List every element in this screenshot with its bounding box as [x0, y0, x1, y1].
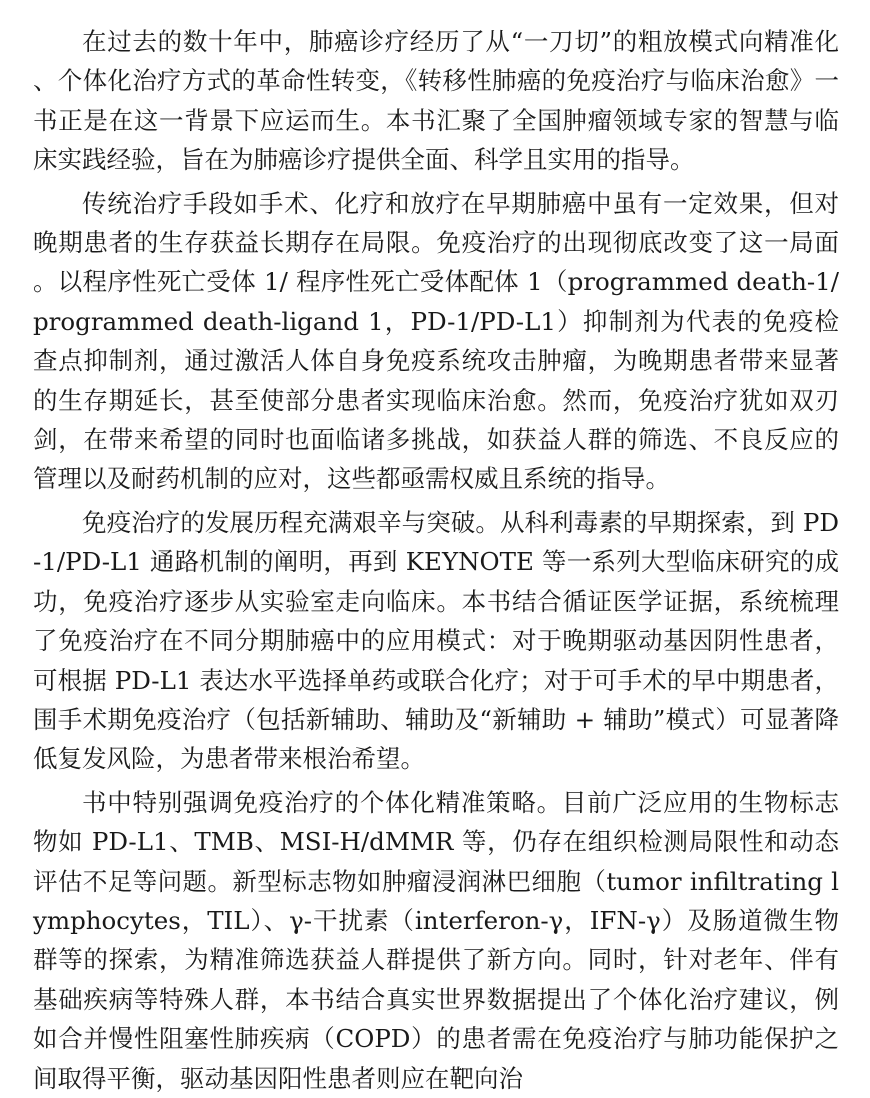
paragraph-1: 在过去的数十年中，肺癌诊疗经历了从“一刀切”的粗放模式向精准化、个体化治疗方式的革命性转变，《转移性肺癌的免疫治疗与临床治愈》一书正是在这一背景下应运而生。本书汇聚了全国肿瘤领域专家的智慧与临床实践经验，旨在为肺癌诊疗提供全面、科学且实用的指导。: [33, 27, 839, 175]
paragraph-4: 书中特别强调免疫治疗的个体化精准策略。目前广泛应用的生物标志物如 PD-L1、TMB、MSI-H/dMMR 等，仍存在组织检测局限性和动态评估不足等问题。新型标志物如肿瘤浸润淋巴细胞（tumor infiltrating lymphocytes，TIL）、γ-干扰素（interferon-γ，IFN-γ）及肠道微生物群等的探索，为精准筛选获益人群提供了新方向。同时，针对老年、伴有基础疾病等特殊人群，本书结合真实世界数据提出了个体化治疗建议，例如合并慢性阻塞性肺疾病（COPD）的患者需在免疫治疗与肺功能保护之间取得平衡，驱动基因阳性患者则应在靶向治: [33, 787, 839, 1093]
paragraph-2: 传统治疗手段如手术、化疗和放疗在早期肺癌中虽有一定效果，但对晚期患者的生存获益长期存在局限。免疫治疗的出现彻底改变了这一局面。以程序性死亡受体 1/ 程序性死亡受体配体 1（programmed death-1/programmed death-ligand 1，PD-1/PD-L1）抑制剂为代表的免疫检查点抑制剂，通过激活人体自身免疫系统攻击肿瘤，为晚期患者带来显著的生存期延长，甚至使部分患者实现临床治愈。然而，免疫治疗犹如双刃剑，在带来希望的同时也面临诸多挑战，如获益人群的筛选、不良反应的管理以及耐药机制的应对，这些都亟需权威且系统的指导。: [33, 188, 839, 494]
paragraph-3: 免疫治疗的发展历程充满艰辛与突破。从科利毒素的早期探索，到 PD-1/PD-L1 通路机制的阐明，再到 KEYNOTE 等一系列大型临床研究的成功，免疫治疗逐步从实验室走向临床。本书结合循证医学证据，系统梳理了免疫治疗在不同分期肺癌中的应用模式：对于晚期驱动基因阴性患者，可根据 PD-L1 表达水平选择单药或联合化疗；对于可手术的早中期患者，围手术期免疫治疗（包括新辅助、辅助及“新辅助 + 辅助”模式）可显著降低复发风险，为患者带来根治希望。: [33, 507, 839, 774]
document-page: [33, 22, 839, 1098]
